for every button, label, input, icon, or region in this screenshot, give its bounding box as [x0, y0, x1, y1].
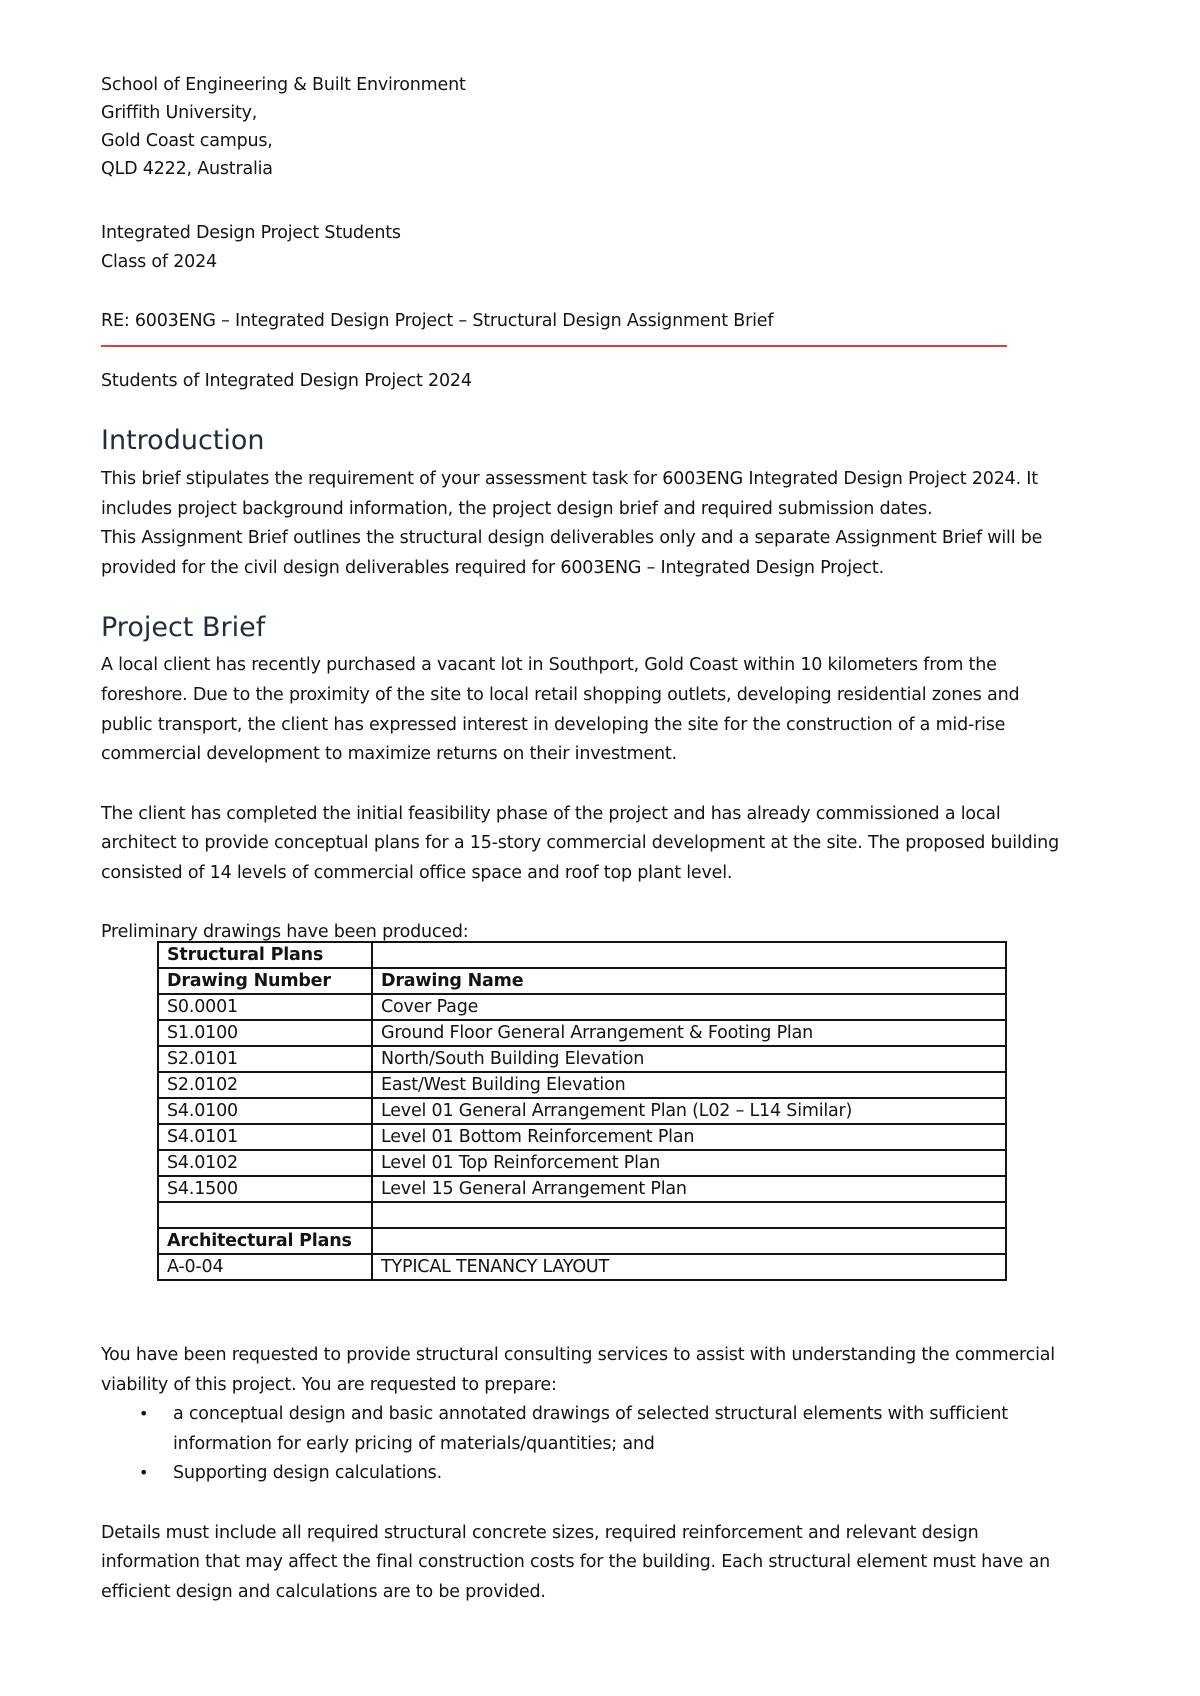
details-line-3: efficient design and calculations are to be provided. [101, 1582, 546, 1602]
services-line-1: You have been requested to provide structural consulting services to assist with understanding the commercial [101, 1345, 1055, 1365]
address-line-state: QLD 4222, Australia [101, 159, 273, 179]
details-line-2: information that may affect the final construction costs for the building. Each structural element must have an [101, 1552, 1051, 1572]
drawing-name: East/West Building Elevation [372, 1072, 1006, 1098]
introduction-heading: Introduction [101, 425, 265, 456]
drawing-number: S0.0001 [158, 994, 372, 1020]
table-row [158, 1124, 1006, 1150]
recipient-line-students: Integrated Design Project Students [101, 223, 401, 243]
table-cell-empty [372, 1228, 1006, 1254]
salutation: Students of Integrated Design Project 2024 [101, 371, 472, 391]
brief-para1-line-1: A local client has recently purchased a vacant lot in Southport, Gold Coast within 10 kilometers from the [101, 655, 997, 675]
table-row [158, 1072, 1006, 1098]
address-line-school: School of Engineering & Built Environment [101, 75, 466, 95]
bullet2-line: Supporting design calculations. [173, 1463, 442, 1483]
col-header-number: Drawing Number [158, 968, 372, 994]
drawing-name: Cover Page [372, 994, 1006, 1020]
address-line-campus: Gold Coast campus, [101, 131, 273, 151]
drawing-name: Level 15 General Arrangement Plan [372, 1176, 1006, 1202]
services-line-2: viability of this project. You are requested to prepare: [101, 1375, 557, 1395]
details-line-1: Details must include all required structural concrete sizes, required reinforcement and relevant design [101, 1523, 979, 1543]
recipient-line-class: Class of 2024 [101, 252, 217, 272]
table-row [158, 1020, 1006, 1046]
table-row [158, 1254, 1006, 1280]
drawing-name: Level 01 Bottom Reinforcement Plan [372, 1124, 1006, 1150]
brief-para2-line-3: consisted of 14 levels of commercial office space and roof top plant level. [101, 863, 733, 883]
bullet1-line-1: a conceptual design and basic annotated drawings of selected structural elements with sufficient [173, 1404, 1008, 1424]
drawing-number: S1.0100 [158, 1020, 372, 1046]
intro-line-1: This brief stipulates the requirement of your assessment task for 6003ENG Integrated Design Project 2024. It [101, 469, 1038, 489]
bullet-icon: • [139, 1404, 149, 1423]
table-cell-empty [158, 1202, 372, 1228]
drawings-table [157, 941, 1007, 1281]
intro-line-4: provided for the civil design deliverables required for 6003ENG – Integrated Design Project. [101, 558, 884, 578]
bullet-icon: • [139, 1463, 149, 1482]
brief-para1-line-4: commercial development to maximize returns on their investment. [101, 744, 677, 764]
brief-para2-line-2: architect to provide conceptual plans for a 15-story commercial development at the site. The proposed building [101, 833, 1059, 853]
drawing-number: S4.0100 [158, 1098, 372, 1124]
table-row [158, 942, 1006, 968]
brief-para1-line-2: foreshore. Due to the proximity of the site to local retail shopping outlets, developing residential zones and [101, 685, 1020, 705]
intro-line-2: includes project background information, the project design brief and required submission dates. [101, 499, 933, 519]
table-row [158, 1098, 1006, 1124]
subject-line: RE: 6003ENG – Integrated Design Project – Structural Design Assignment Brief [101, 311, 774, 331]
drawing-number: S2.0102 [158, 1072, 372, 1098]
drawing-name: Ground Floor General Arrangement & Footing Plan [372, 1020, 1006, 1046]
drawing-name: TYPICAL TENANCY LAYOUT [372, 1254, 1006, 1280]
structural-plans-header: Structural Plans [158, 942, 372, 968]
table-row [158, 1150, 1006, 1176]
table-row [158, 994, 1006, 1020]
project-brief-heading: Project Brief [101, 612, 266, 643]
drawing-name: North/South Building Elevation [372, 1046, 1006, 1072]
subject-divider [101, 345, 1007, 347]
drawing-number: A-0-04 [158, 1254, 372, 1280]
table-row [158, 968, 1006, 994]
architectural-plans-header: Architectural Plans [158, 1228, 372, 1254]
brief-para2-line-1: The client has completed the initial feasibility phase of the project and has already commissioned a local [101, 804, 1001, 824]
drawing-number: S2.0101 [158, 1046, 372, 1072]
drawing-name: Level 01 General Arrangement Plan (L02 – L14 Similar) [372, 1098, 1006, 1124]
brief-para1-line-3: public transport, the client has expressed interest in developing the site for the construction of a mid-rise [101, 715, 1006, 735]
address-line-university: Griffith University, [101, 103, 258, 123]
drawings-intro: Preliminary drawings have been produced: [101, 922, 469, 942]
drawing-number: S4.0102 [158, 1150, 372, 1176]
table-cell-empty [372, 942, 1006, 968]
drawing-number: S4.0101 [158, 1124, 372, 1150]
table-cell-empty [372, 1202, 1006, 1228]
table-row [158, 1046, 1006, 1072]
drawing-name: Level 01 Top Reinforcement Plan [372, 1150, 1006, 1176]
table-row-empty [158, 1202, 1006, 1228]
bullet1-line-2: information for early pricing of materials/quantities; and [173, 1434, 655, 1454]
table-row [158, 1176, 1006, 1202]
table-row [158, 1228, 1006, 1254]
col-header-name: Drawing Name [372, 968, 1006, 994]
drawing-number: S4.1500 [158, 1176, 372, 1202]
intro-line-3: This Assignment Brief outlines the structural design deliverables only and a separate Assignment Brief will be [101, 528, 1043, 548]
